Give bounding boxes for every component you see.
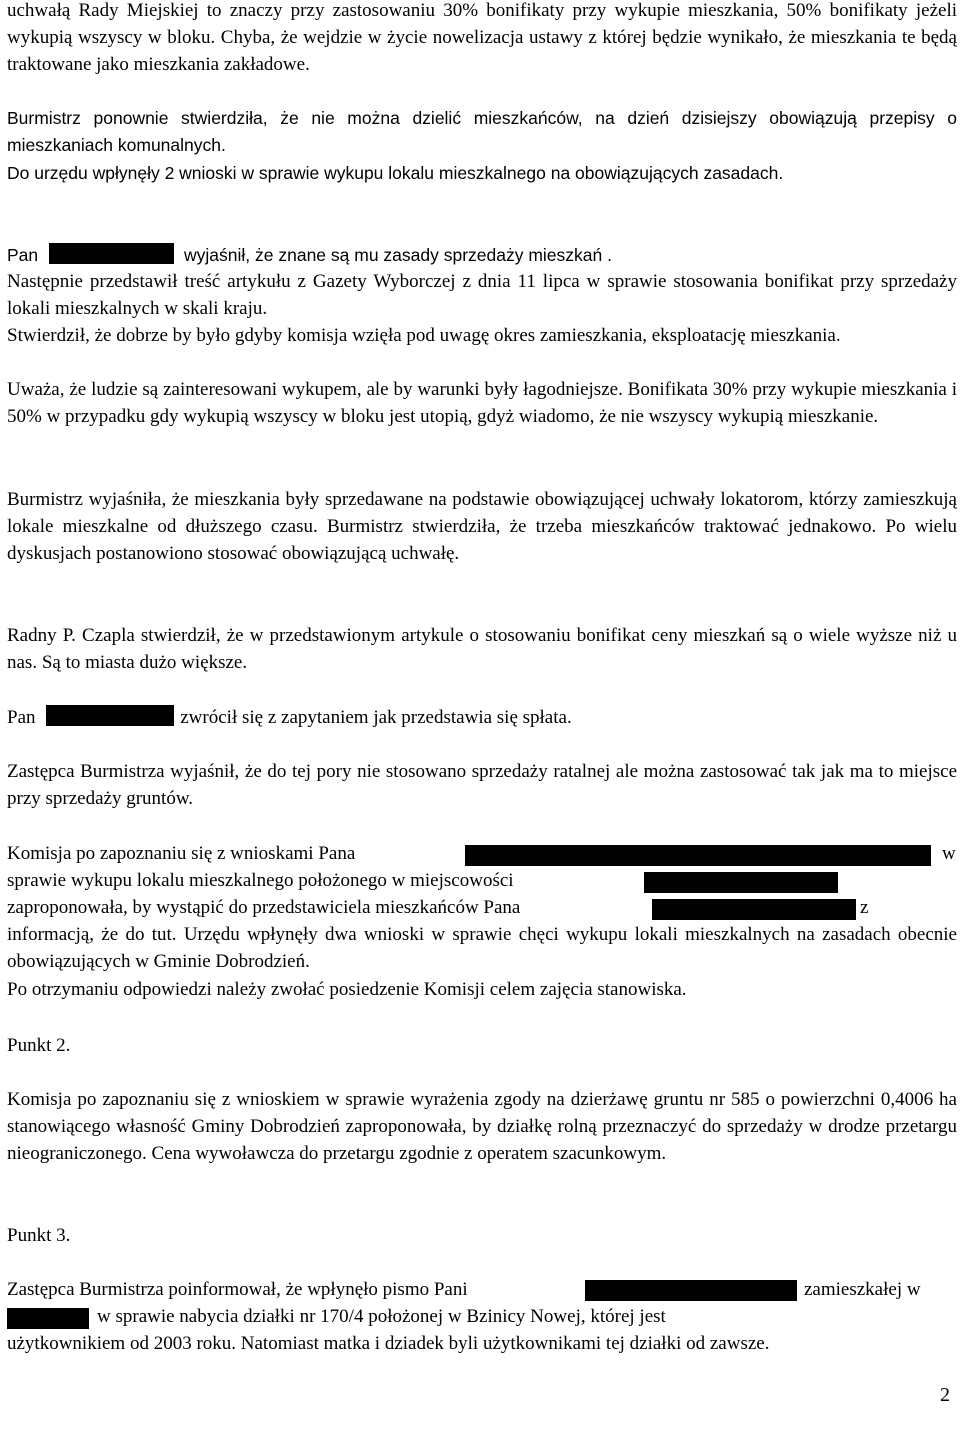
redacted-place [7, 1308, 89, 1329]
paragraph-radny: Radny P. Czapla stwierdził, że w przedstawionym artykule o stosowaniu bonifikat ceny mieszkań są o wiele wyższe niż u nas. Są to miasta dużo większe. [7, 625, 957, 674]
paragraph-burmistrz-wyjasnila: Burmistrz wyjaśniła, że mieszkania były sprzedawane na podstawie obowiązującej uchwały lokatorom, którzy zamieszkują lokale mieszkalne od dłuższego czasu. Burmistrz stwierdziła, że trzeba mieszkańców traktować jednakowo. Po wielu dyskusjach postanowiono stosować obowiązującą uchwałę. [7, 489, 957, 565]
redacted-name [46, 705, 174, 726]
komisja-zaproponowala-text: zaproponowała, by wystąpić do przedstawiciela mieszkańców Pana [7, 897, 521, 918]
page-number: 2 [940, 1384, 950, 1406]
komisja-po-otrzymaniu-text: Po otrzymaniu odpowiedzi należy zwołać posiedzenie Komisji celem zajęcia stanowiska. [7, 979, 687, 1000]
redacted-name [49, 243, 174, 264]
redacted-name [465, 845, 931, 866]
pan-label: Pan [7, 245, 39, 265]
komisja-text: Komisja po zapoznaniu się z wnioskami Pana [7, 843, 356, 864]
paragraph-uchwala: uchwałą Rady Miejskiej to znaczy przy zastosowaniu 30% bonifikaty przy wykupie mieszkania, 50% bonifikaty jeżeli wykupią wszyscy w bloku. Chyba, że wejdzie w życie nowelizacja ustawy z której będzie wynikało, że mieszkania te będą traktowane jako mieszkania zakładowe. [7, 0, 957, 76]
heading-punkt-2: Punkt 2. [7, 1035, 71, 1056]
komisja-sprawie-text: sprawie wykupu lokalu mieszkalnego położonego w miejscowości [7, 870, 514, 891]
komisja-line-1 [7, 840, 355, 867]
komisja-w: w [942, 843, 956, 864]
paragraph-wnioski: Do urzędu wpłynęły 2 wnioski w sprawie wykupu lokalu mieszkalnego na obowiązujących zasadach. [7, 163, 784, 183]
pismo-nabycia: w sprawie nabycia działki nr 170/4 położonej w Bzinicy Nowej, której jest [97, 1306, 666, 1327]
paragraph-pan-wyjasnil [7, 242, 612, 269]
paragraph-dzierzawa: Komisja po zapoznaniu się z wnioskiem w sprawie wyrażenia zgody na dzierżawę gruntu nr 585 o powierzchni 0,4006 ha stanowiącego własność Gminy Dobrodzień zaproponowała, by działkę rolną przeznaczyć do sprzedaży w drodze przetargu nieograniczonego. Cena wywoławcza do przetargu zgodnie z operatem szacunkowym. [7, 1089, 957, 1165]
redacted-name [585, 1280, 797, 1301]
pismo-zamieszkalej: zamieszkałej w [804, 1279, 921, 1300]
paragraph-uwaza: Uważa, że ludzie są zainteresowani wykupem, ale by warunki były łagodniejsze. Bonifikata 30% przy wykupie mieszkania i 50% w przypadku gdy wykupią wszyscy w bloku jest utopią, gdyż wiadomo, że nie wszyscy wykupią mieszkanie. [7, 379, 957, 428]
pismo-text: Zastępca Burmistrza poinformował, że wpłynęło pismo Pani [7, 1279, 468, 1300]
paragraph-stwierdzil: Stwierdził, że dobrze by było gdyby komisja wzięła pod uwagę okres zamieszkania, eksploatację mieszkania. [7, 325, 841, 346]
redacted-name [652, 899, 856, 920]
redacted-place [644, 872, 838, 893]
komisja-z: z [860, 897, 869, 918]
pismo-uzytkownikiem: użytkownikiem od 2003 roku. Natomiast matka i dziadek byli użytkownikami tej działki od zawsze. [7, 1333, 770, 1354]
heading-punkt-3: Punkt 3. [7, 1225, 71, 1246]
zapytanie-text: zwrócił się z zapytaniem jak przedstawia się spłata. [180, 707, 572, 728]
paragraph-burmistrz-stwierdzila: Burmistrz ponownie stwierdziła, że nie można dzielić mieszkańców, na dzień dzisiejszy obowiązują przepisy o mieszkaniach komunalnych. [7, 108, 957, 156]
pismo-line-1 [7, 1276, 468, 1303]
komisja-informacja-text: informacją, że do tut. Urzędu wpłynęły dwa wnioski w sprawie chęci wykupu lokali mieszkalnych na zasadach obecnie obowiązujących w Gminie Dobrodzień. [7, 924, 957, 973]
komisja-line-2 [7, 867, 514, 894]
paragraph-zastepca-wyjasnil: Zastępca Burmistrza wyjaśnił, że do tej pory nie stosowano sprzedaży ratalnej ale można zastosować tak jak ma to miejsce przy sprzedaży gruntów. [7, 761, 957, 810]
pan-label: Pan [7, 707, 36, 728]
paragraph-artykul: Następnie przedstawił treść artykułu z Gazety Wyborczej z dnia 11 lipca w sprawie stosowania bonifikat przy sprzedaży lokali mieszkalnych w skali kraju. [7, 271, 957, 320]
paragraph-pan-zapytanie [7, 704, 572, 731]
wyjasnil-text: wyjaśnił, że znane są mu zasady sprzedaży mieszkań . [184, 245, 612, 265]
komisja-line-3 [7, 894, 520, 921]
